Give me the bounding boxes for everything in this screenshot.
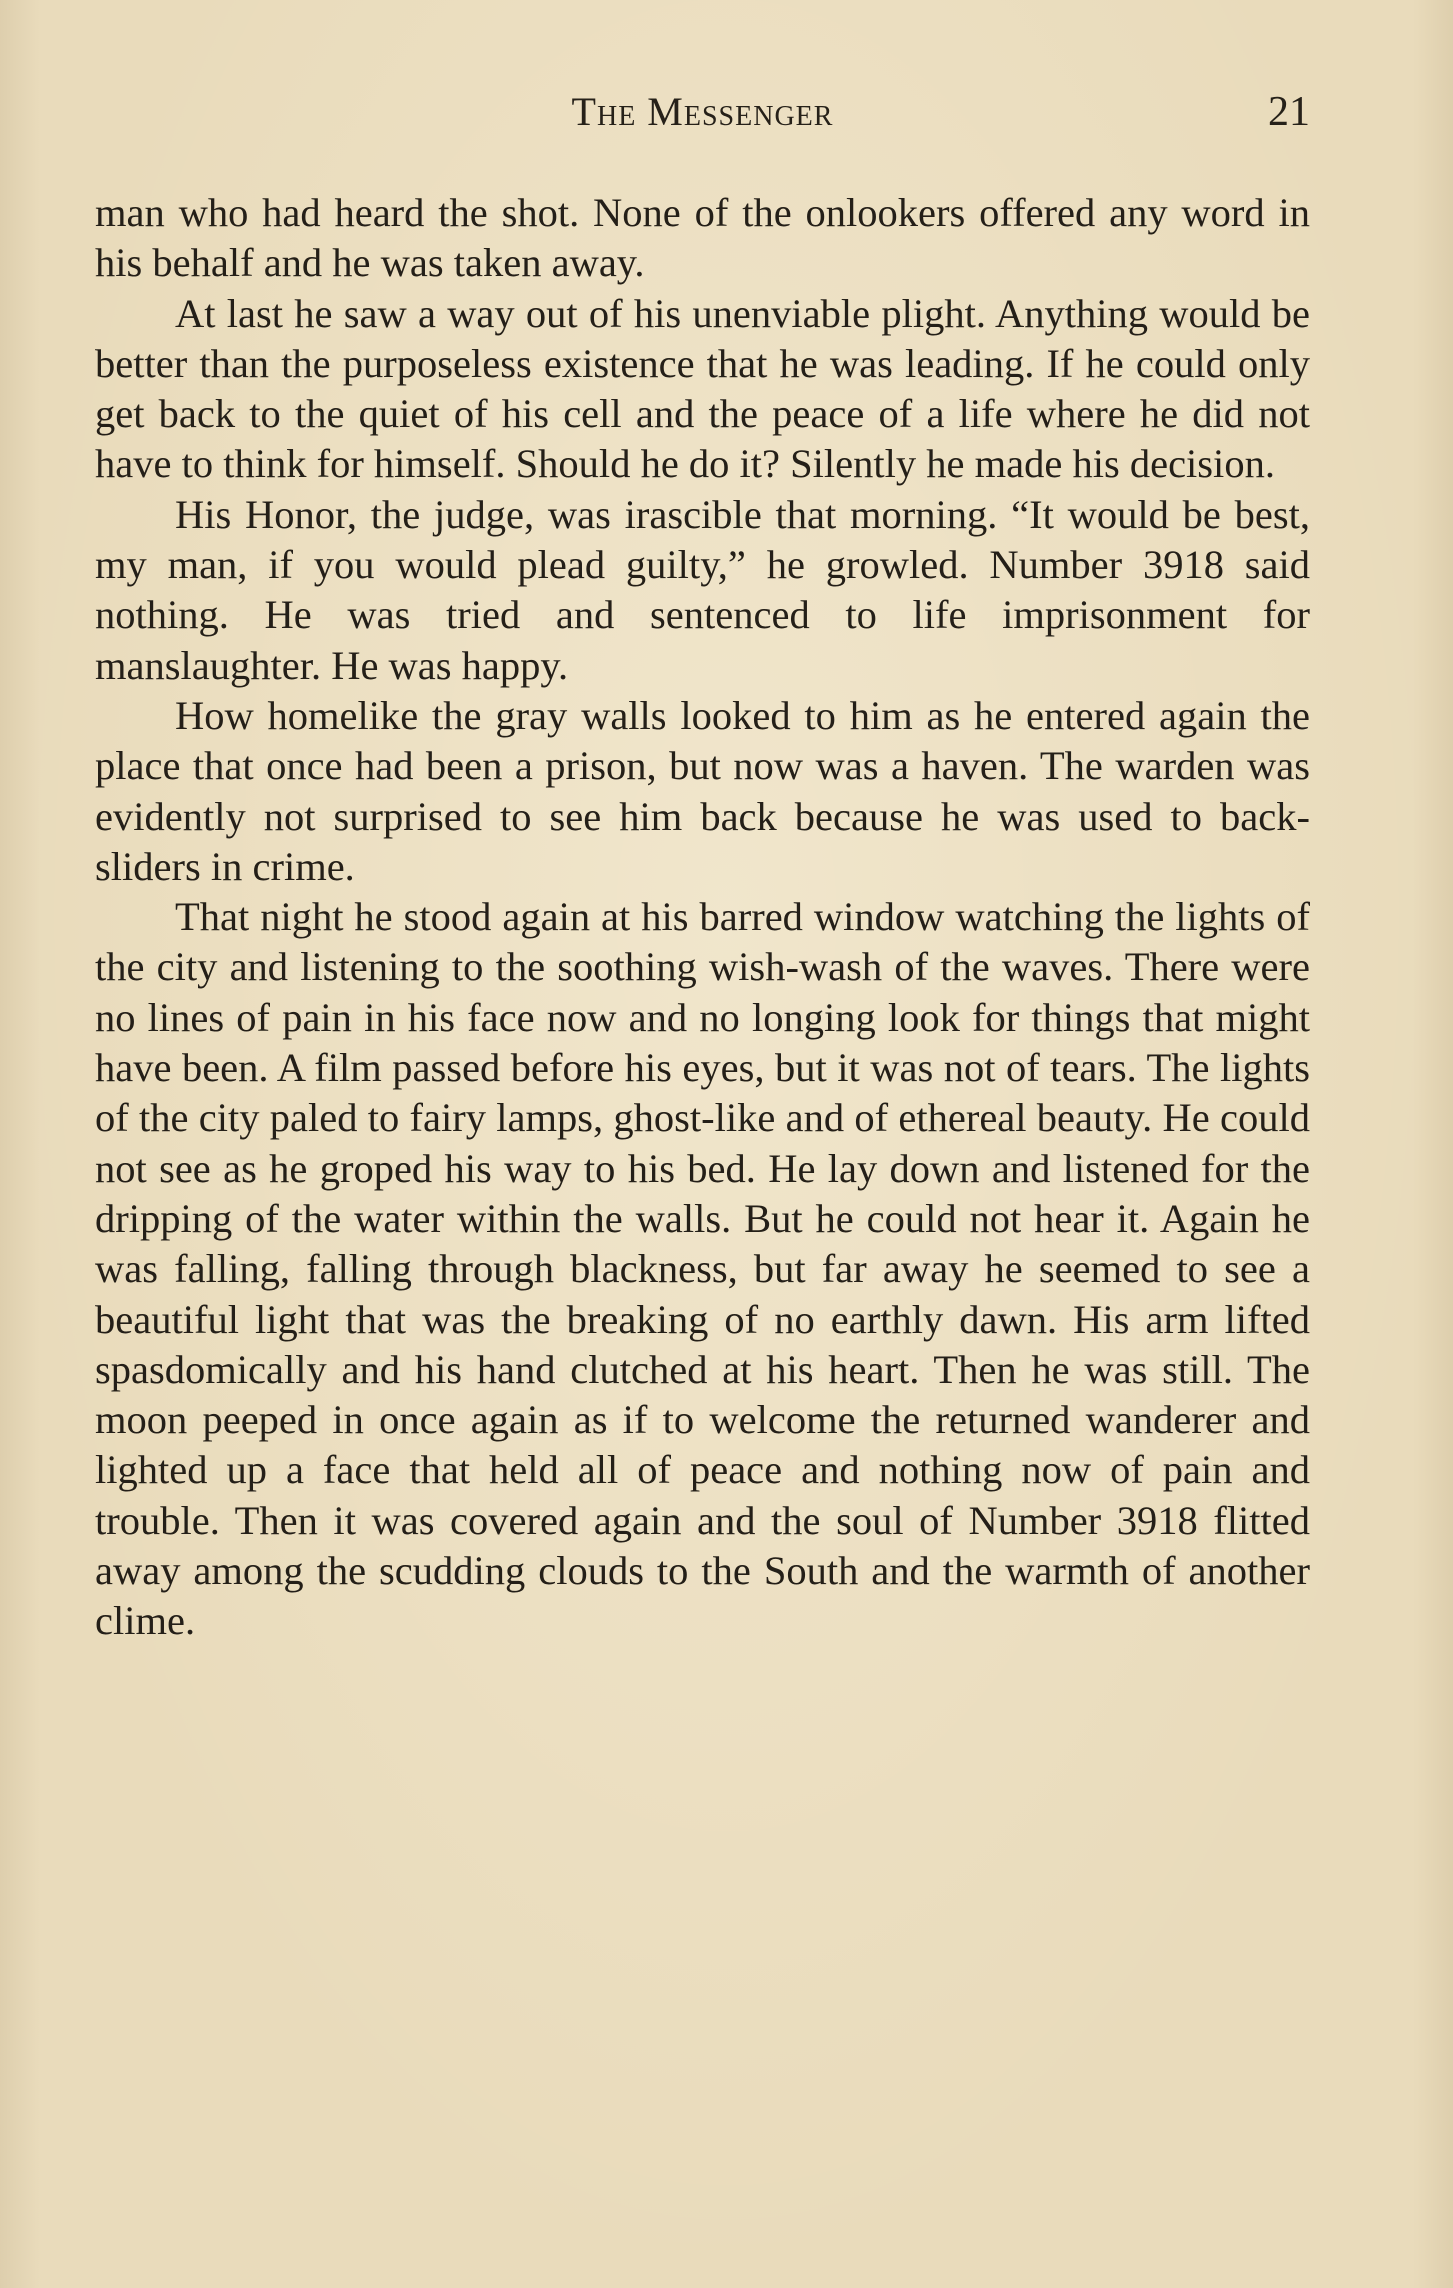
running-head-title: The Messenger [571,89,834,134]
paragraph-continuation: man who had heard the shot. None of the onlookers offered any word in his behalf and he was taken away. [95,190,1310,286]
running-head [95,88,1310,148]
paragraph-escape-plan: At last he saw a way out of his unenviable plight. Anything would be better than the purposeless existence that he was leading. If he could only get back to the quiet of his cell and the peace of a life where he did not have to think for himself. Should he do it? Silently he made his decision. [95,290,1310,487]
paragraph-final-night: That night he stood again at his barred window watching the lights of the city and listening to the soothing wish-wash of the waves. There were no lines of pain in his face now and no longing look for things that might have been. A film passed before his eyes, but it was not of tears. The lights of the city paled to fairy lamps, ghost-like and of ethereal beauty. He could not see as he groped his way to his bed. He lay down and listened for the dripping of the water within the walls. But he could not hear it. Again he was falling, falling through blackness, but far away he seemed to see a beautiful light that was the breaking of no earthly dawn. His arm lifted spasdomically and his hand clutched at his heart. Then he was still. The moon peeped in once again as if to welcome the returned wanderer and lighted up a face that held all of peace and nothing now of pain and trouble. Then it was covered again and the soul of Number 3918 flitted away among the scudding clouds to the South and the warmth of another clime. [95,894,1310,1644]
paragraph-return-to-prison: How homelike the gray walls looked to him as he entered again the place that once had been a prison, but now was a haven. The warden was evidently not surprised to see him back because he was used to back-sliders in crime. [95,692,1310,889]
page-number: 21 [1268,89,1310,135]
body-text [95,188,1310,1647]
paragraph-trial: His Honor, the judge, was irascible that morning. “It would be best, my man, if you would plead guilty,” he growled. Number 3918 said nothing. He was tried and sentenced to life imprisonment for manslaughter. He was happy. [95,491,1310,688]
